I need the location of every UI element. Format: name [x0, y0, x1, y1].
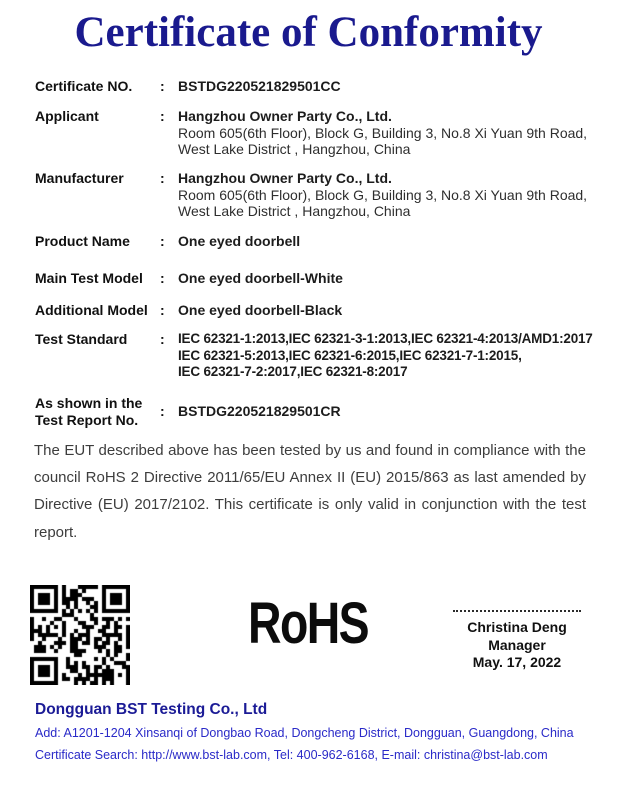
field-row-main-test-model	[35, 270, 589, 287]
footer-contact-line: Certificate Search: http://www.bst-lab.com, Tel: 400-962-6168, E-mail: christina@bst-lab.com	[35, 748, 548, 762]
field-label: Test Standard	[35, 331, 128, 347]
footer-company-name: Dongguan BST Testing Co., Ltd	[35, 701, 268, 718]
field-label: Additional Model	[35, 302, 148, 318]
field-label: Applicant	[35, 108, 99, 124]
test-standard-line: IEC 62321-5:2013,IEC 62321-6:2015,IEC 62321-7-1:2015,	[178, 347, 522, 363]
additional-model: One eyed doorbell-Black	[178, 302, 343, 318]
field-label	[35, 395, 160, 428]
rohs-logo: RoHS	[248, 591, 368, 656]
signer-role: Manager	[488, 636, 546, 653]
main-test-model: One eyed doorbell-White	[178, 270, 343, 286]
signature-block	[441, 610, 593, 672]
colon-separator: :	[160, 170, 165, 186]
colon-separator: :	[160, 233, 165, 249]
footer-address: Add: A1201-1204 Xinsanqi of Dongbao Road, Dongcheng District, Dongguan, Guangdong, China	[35, 726, 574, 740]
field-label-line: Test Report No.	[35, 411, 139, 428]
field-row-test-standard	[35, 331, 593, 381]
field-row-test-report-no	[35, 395, 589, 428]
certificate-number: BSTDG220521829501CC	[178, 78, 341, 94]
colon-separator: :	[160, 331, 165, 347]
applicant-address: Room 605(6th Floor), Block G, Building 3, No.8 Xi Yuan 9th Road, West Lake District , Hangzhou, China	[178, 124, 588, 157]
colon-separator: :	[160, 78, 165, 94]
field-label: Certificate NO.	[35, 78, 133, 94]
field-label: Product Name	[35, 233, 130, 249]
test-report-number: BSTDG220521829501CR	[178, 403, 341, 420]
field-row-manufacturer	[35, 170, 589, 220]
applicant-name: Hangzhou Owner Party Co., Ltd.	[178, 108, 392, 124]
colon-separator: :	[160, 108, 165, 124]
product-name: One eyed doorbell	[178, 233, 301, 249]
test-standard-line: IEC 62321-1:2013,IEC 62321-3-1:2013,IEC 62321-4:2013/AMD1:2017	[178, 331, 593, 346]
qr-code-icon	[30, 585, 130, 685]
field-label: Main Test Model	[35, 270, 143, 286]
colon-separator: :	[160, 270, 165, 286]
colon-separator: :	[160, 302, 165, 318]
signature-dotted-line	[453, 610, 581, 612]
field-label: Manufacturer	[35, 170, 124, 186]
field-row-product-name	[35, 233, 589, 250]
field-row-certificate-no	[35, 78, 589, 95]
field-label-line: As shown in the	[35, 395, 143, 411]
colon-separator: :	[160, 403, 165, 420]
manufacturer-name: Hangzhou Owner Party Co., Ltd.	[178, 170, 392, 186]
signer-name: Christina Deng	[467, 619, 567, 635]
manufacturer-address: Room 605(6th Floor), Block G, Building 3, No.8 Xi Yuan 9th Road, West Lake District , Hangzhou, China	[178, 186, 588, 219]
field-row-applicant	[35, 108, 589, 158]
test-standard-line: IEC 62321-7-2:2017,IEC 62321-8:2017	[178, 364, 408, 379]
compliance-statement: The EUT described above has been tested by us and found in compliance with the council RoHS 2 Directive 2011/65/EU Annex II (EU) 2015/863 as last amended by Directive (EU) 2017/2102. This certificate is only valid in conjunction with the test report.	[34, 442, 586, 541]
certificate-title: Certificate of Conformity	[74, 9, 543, 56]
signature-date: May. 17, 2022	[472, 654, 562, 670]
field-row-additional-model	[35, 302, 589, 319]
